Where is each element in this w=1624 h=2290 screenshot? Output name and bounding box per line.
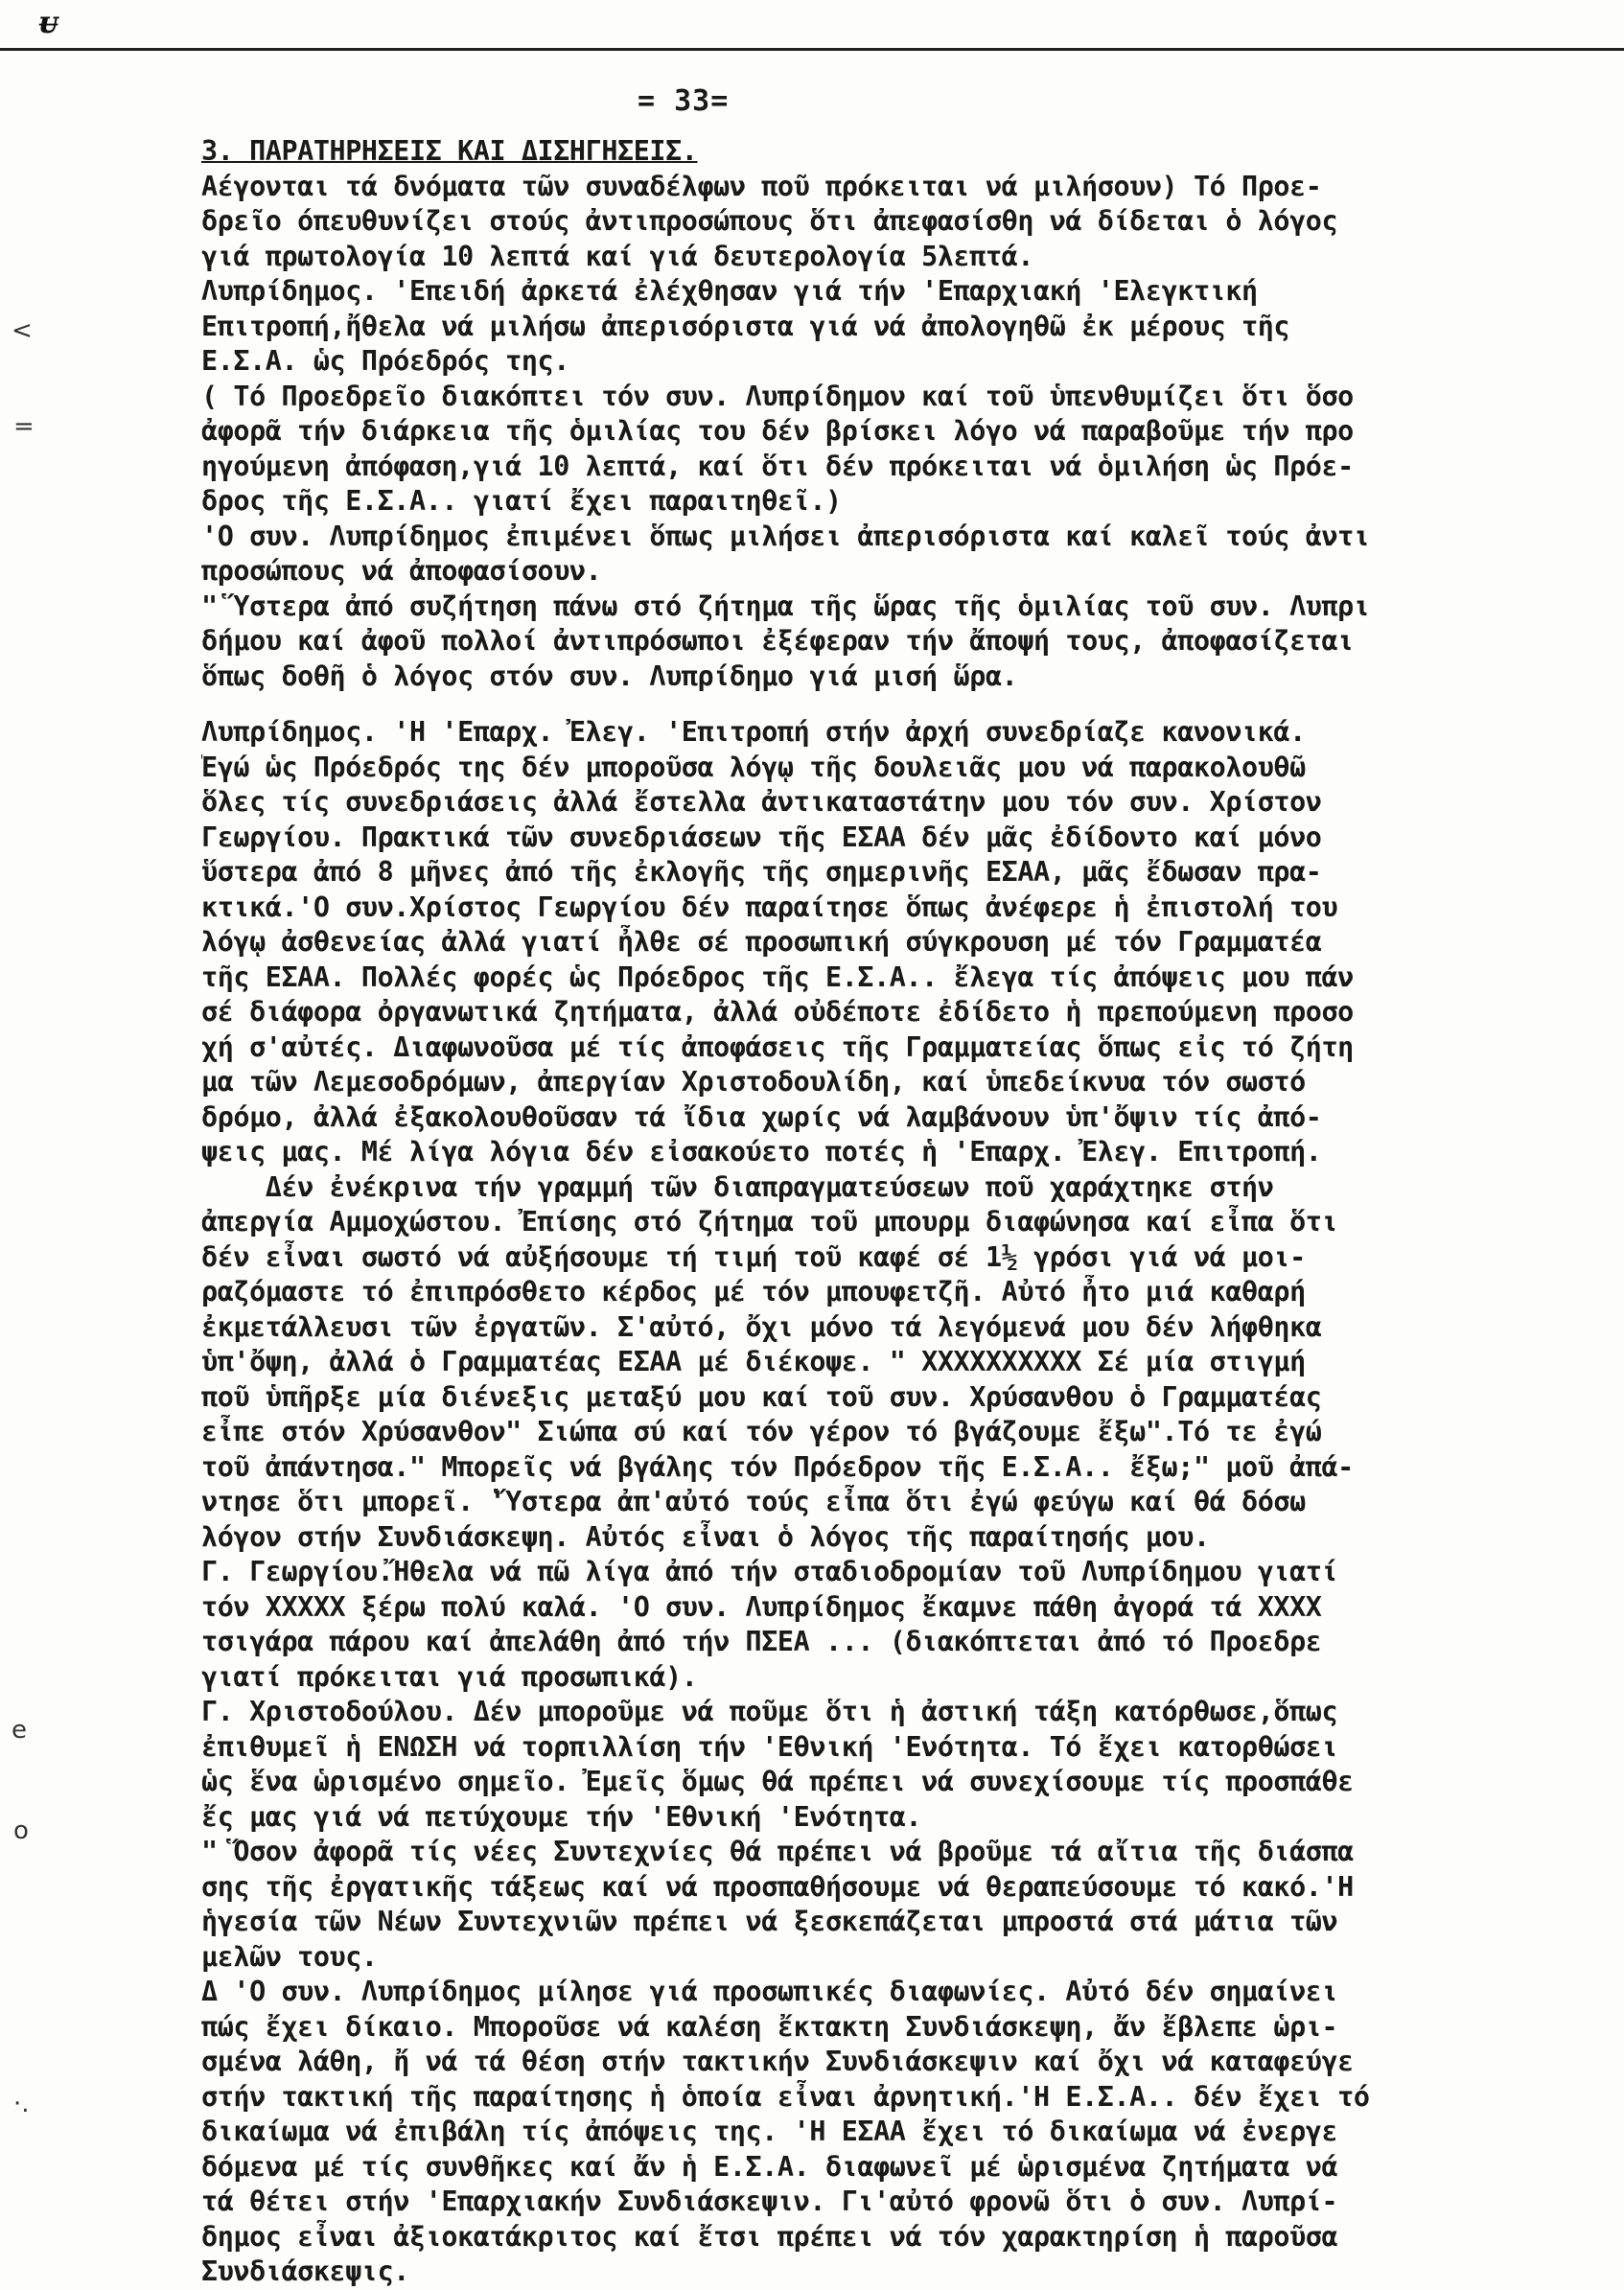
text-line: τά θέτει στήν 'Επαρχιακήν Συνδιάσκεψιν. Γι'αὐτό φρονῶ ὅτι ὁ συν. Λυπρί- [201, 2186, 1338, 2217]
text-line: σμένα λάθη, ἤ νά τά θέση στήν τακτικήν Συνδιάσκεψιν καί ὄχι νά καταφεύγε [201, 2046, 1354, 2077]
text-line: ( Τό Προεδρεῖο διακόπτει τόν συν. Λυπρίδημον καί τοῦ ὑπενθυμίζει ὅτι ὅσο [201, 380, 1354, 412]
page-number: = 33= [638, 84, 730, 118]
text-line: ὕστερα ἀπό 8 μῆνες ἀπό τῆς ἐκλογῆς τῆς σημερινῆς ΕΣΑΑ, μᾶς ἔδωσαν πρα- [201, 856, 1322, 888]
text-line: δήμου καί ἀφοῦ πολλοί ἀντιπρόσωποι ἐξέφεραν τήν ἄποψή τους, ἀποφασίζεται [201, 625, 1354, 657]
text-line: μελῶν τους. [201, 1940, 378, 1973]
text-line: Δέν ἐνέκρινα τήν γραμμή τῶν διαπραγματεύσεων ποῦ χαράχτηκε στήν [201, 1170, 1274, 1203]
text-line: ποῦ ὑπῆρξε μία διένεξις μεταξύ μου καί τοῦ συν. Χρύσανθου ὁ Γραμματέας [201, 1380, 1322, 1413]
text-line: σέ διάφορα ὀργανωτικά ζητήματα, ἀλλά οὐδέποτε ἐδίδετο ἡ πρεπούμενη προσο [201, 996, 1354, 1028]
text-line: γιά πρωτολογία 10 λεπτά καί γιά δευτερολογία 5λεπτά. [201, 240, 1034, 272]
text-line: τόν ΧΧΧΧΧ ξέρω πολύ καλά. 'Ο συν. Λυπρίδημος ἔκαμνε πάθη ἀγορά τά ΧΧΧΧ [201, 1590, 1322, 1623]
text-line: δρόμο, ἀλλά ἐξακολουθοῦσαν τά ἴδια χωρίς νά λαμβάνουν ὑπ'ὄψιν τίς ἀπό- [201, 1100, 1322, 1133]
text-line: ἐπιθυμεῖ ἡ ΕΝΩΣΗ νά τορπιλλίση τήν 'Εθνική 'Ενότητα. Τό ἔχει κατορθώσει [201, 1730, 1338, 1763]
text-line: Δ 'Ο συν. Λυπρίδημος μίλησε γιά προσωπικές διαφωνίες. Αὐτό δέν σημαίνει [201, 1976, 1338, 2007]
text-line: Ε.Σ.Α. ὡς Πρόεδρός της. [201, 345, 569, 377]
text-line: δημος εἶναι ἀξιοκατάκριτος καί ἔτσι πρέπει νά τόν χαρακτηρίση ἡ παροῦσα [201, 2220, 1338, 2253]
text-line: ὅπως δοθῆ ὁ λόγος στόν συν. Λυπρίδημο γιά μισή ὥρα. [201, 659, 1018, 692]
text-line: χή σ'αὐτές. Διαφωνοῦσα μέ τίς ἀποφάσεις τῆς Γραμματείας ὅπως εἰς τό ζήτη [201, 1030, 1354, 1063]
text-line: ὅλες τίς συνεδριάσεις ἀλλά ἔστελλα ἀντικαταστάτην μου τόν συν. Χρίστον [201, 786, 1322, 818]
margin-ring-mark: e [12, 1716, 27, 1745]
text-line: ἀφορᾶ τήν διάρκεια τῆς ὁμιλίας του δέν βρίσκει λόγο νά παραβοῦμε τήν προ [201, 415, 1354, 447]
text-line: πώς ἔχει δίκαιο. Μποροῦσε νά καλέση ἔκτακτη Συνδιάσκεψη, ἄν ἔβλεπε ὡρι- [201, 2010, 1338, 2043]
margin-ring-mark: o [13, 1816, 29, 1845]
text-line: δόμενα μέ τίς συνθῆκες καί ἄν ἡ Ε.Σ.Α. διαφωνεῖ μέ ὡρισμένα ζητήματα νά [201, 2150, 1338, 2183]
text-line: μα τῶν Λεμεσοδρόμων, ἀπεργίαν Χριστοδουλίδη, καί ὑπεδείκνυα τόν σωστό [201, 1066, 1306, 1098]
typewritten-text [201, 134, 1611, 2290]
text-line: ὡς ἕνα ὡρισμένο σημεῖο. Ἐμεῖς ὅμως θά πρέπει νά συνεχίσουμε τίς προσπάθε [201, 1766, 1354, 1797]
text-line: " Ὕστερα ἀπό συζήτηση πάνω στό ζήτημα τῆς ὥρας τῆς ὁμιλίας τοῦ συν. Λυπρι [201, 590, 1370, 622]
text-line: τσιγάρα πάρου καί ἀπελάθη ἀπό τήν ΠΣΕΑ ... (διακόπτεται ἀπό τό Προεδρε [201, 1626, 1322, 1657]
text-line: ηγούμενη ἀπόφαση,γιά 10 λεπτά, καί ὅτι δέν πρόκειται νά ὁμιλήση ὡς Πρόε- [201, 450, 1354, 482]
text-line: Γ. Χριστοδούλου. Δέν μποροῦμε νά ποῦμε ὅτι ἡ ἀστική τάξη κατόρθωσε,ὅπως [201, 1696, 1338, 1727]
paragraph-gap [201, 694, 1611, 715]
text-line: λόγῳ ἀσθενείας ἀλλά γιατί ἦλθε σέ προσωπική σύγκρουση μέ τόν Γραμματέα [201, 926, 1322, 958]
text-line: " Ὅσον ἀφορᾶ τίς νέες Συντεχνίες θά πρέπει νά βροῦμε τά αἴτια τῆς διάσπα [201, 1836, 1354, 1867]
text-line: σης τῆς ἐργατικῆς τάξεως καί νά προσπαθήσουμε νά θεραπεύσουμε τό κακό.'Η [201, 1870, 1354, 1903]
text-line: τῆς ΕΣΑΑ. Πολλές φορές ὡς Πρόεδρος τῆς Ε.Σ.Α.. ἔλεγα τίς ἀπόψεις μου πάν [201, 960, 1354, 993]
text-line: γιατί πρόκειται γιά προσωπικά). [201, 1660, 698, 1693]
text-line: λόγον στήν Συνδιάσκεψη. Αὐτός εἶναι ὁ λόγος τῆς παραίτησής μου. [201, 1520, 1210, 1553]
text-line: ὑπ'ὄψη, ἀλλά ὁ Γραμματέας ΕΣΑΑ μέ διέκοψε. " ΧΧΧΧΧΧΧΧΧΧ Σέ μία στιγμή [201, 1346, 1306, 1377]
text-line: τοῦ ἀπάντησα." Μπορεῖς νά βγάλης τόν Πρόεδρον τῆς Ε.Σ.Α.. ἔξω;" μοῦ ἀπά- [201, 1450, 1354, 1483]
text-line: προσώπους νά ἀποφασίσουν. [201, 555, 602, 587]
text-line: ντησε ὅτι μπορεῖ. 'Ὕστερα ἀπ'αὐτό τούς εἶπα ὅτι ἐγώ φεύγω καί θά δόσω [201, 1486, 1306, 1517]
corner-handwritten-mark: ᵾ [38, 4, 58, 40]
text-line: δρεῖο όπευθυνίζει στούς ἀντιπροσώπους ὅτι ἀπεφασίσθη νά δίδεται ὁ λόγος [201, 205, 1338, 237]
text-line: Συνδιάσκεψις. [201, 2255, 410, 2287]
text-line: Λυπρίδημος. 'Επειδή ἀρκετά ἐλέχθησαν γιά τήν 'Επαρχιακή 'Ελεγκτική [201, 275, 1258, 307]
text-line: στήν τακτική τῆς παραίτησης ἡ ὁποία εἶναι ἀρνητική.'Η Ε.Σ.Α.. δέν ἔχει τό [201, 2080, 1370, 2113]
text-line: δέν εἶναι σωστό νά αὐξήσουμε τή τιμή τοῦ καφέ σέ 1½ γρόσι γιά νά μοι- [201, 1240, 1306, 1273]
text-line: ραζόμαστε τό ἐπιπρόσθετο κέρδος μέ τόν μπουφετζῆ. Αὐτό ἦτο μιά καθαρή [201, 1276, 1306, 1307]
text-line: Επιτροπή,ἤθελα νά μιλήσω ἀπερισόριστα γιά νά ἀπολογηθῶ ἐκ μέρους τῆς [201, 310, 1290, 342]
text-line: Γ. Γεωργίου.Ἤθελα νά πῶ λίγα ἀπό τήν σταδιοδρομίαν τοῦ Λυπρίδημου γιατί [201, 1556, 1338, 1587]
text-line: ἀπεργία Αμμοχώστου. Ἐπίσης στό ζήτημα τοῦ μπουρμ διαφώνησα καί εἶπα ὅτι [201, 1206, 1338, 1238]
text-line: Γεωργίου. Πρακτικά τῶν συνεδριάσεων τῆς ΕΣΑΑ δέν μᾶς ἐδίδοντο καί μόνο [201, 821, 1322, 853]
section-heading: 3. ΠΑΡΑΤΗΡΗΣΕΙΣ ΚΑΙ ΔΙΣΗΓΗΣΕΙΣ. [201, 135, 698, 167]
text-line: 'Ο συν. Λυπρίδημος ἐπιμένει ὅπως μιλήσει ἀπερισόριστα καί καλεῖ τούς ἀντι [201, 520, 1370, 552]
text-line: Αέγονται τά δνόματα τῶν συναδέλφων ποῦ πρόκειται νά μιλήσουν) Τό Προε- [201, 170, 1322, 202]
text-line: εἶπε στόν Χρύσανθον" Σιώπα σύ καί τόν γέρον τό βγάζουμε ἔξω".Τό τε ἐγώ [201, 1416, 1322, 1447]
text-line: ἐκμετάλλευσι τῶν ἐργατῶν. Σ'αὐτό, ὄχι μόνο τά λεγόμενά μου δέν λήφθηκα [201, 1310, 1322, 1343]
margin-dash-mark: = [13, 412, 35, 441]
text-line: δρος τῆς Ε.Σ.Α.. γιατί ἔχει παραιτηθεῖ.) [201, 485, 842, 517]
text-line: κτικά.'Ο συν.Χρίστος Γεωργίου δέν παραίτησε ὅπως ἀνέφερε ἡ ἐπιστολή του [201, 891, 1338, 923]
margin-dash-mark: < [12, 316, 33, 345]
text-line: Λυπρίδημος. 'Η 'Επαρχ. Ἐλεγ. 'Επιτροπή στήν ἀρχή συνεδρίαζε κανονικά. [201, 716, 1306, 748]
top-rule [0, 48, 1624, 51]
margin-dot-mark: ·. [13, 2090, 30, 2118]
text-line: Ἐγώ ὡς Πρόεδρός της δέν μποροῦσα λόγῳ τῆς δουλειᾶς μου νά παρακολουθῶ [201, 751, 1306, 783]
text-line: ψεις μας. Μέ λίγα λόγια δέν εἰσακούετο ποτές ἡ 'Επαρχ. Ἐλεγ. Επιτροπή. [201, 1136, 1322, 1168]
text-line: ἡγεσία τῶν Νέων Συντεχνιῶν πρέπει νά ξεσκεπάζεται μπροστά στά μάτια τῶν [201, 1906, 1338, 1937]
text-line: δικαίωμα νά ἐπιβάλη τίς ἀπόψεις της. 'Η ΕΣΑΑ ἔχει τό δικαίωμα νά ἐνεργε [201, 2116, 1338, 2147]
text-line: ἔς μας γιά νά πετύχουμε τήν 'Εθνική 'Ενότητα. [201, 1800, 922, 1833]
